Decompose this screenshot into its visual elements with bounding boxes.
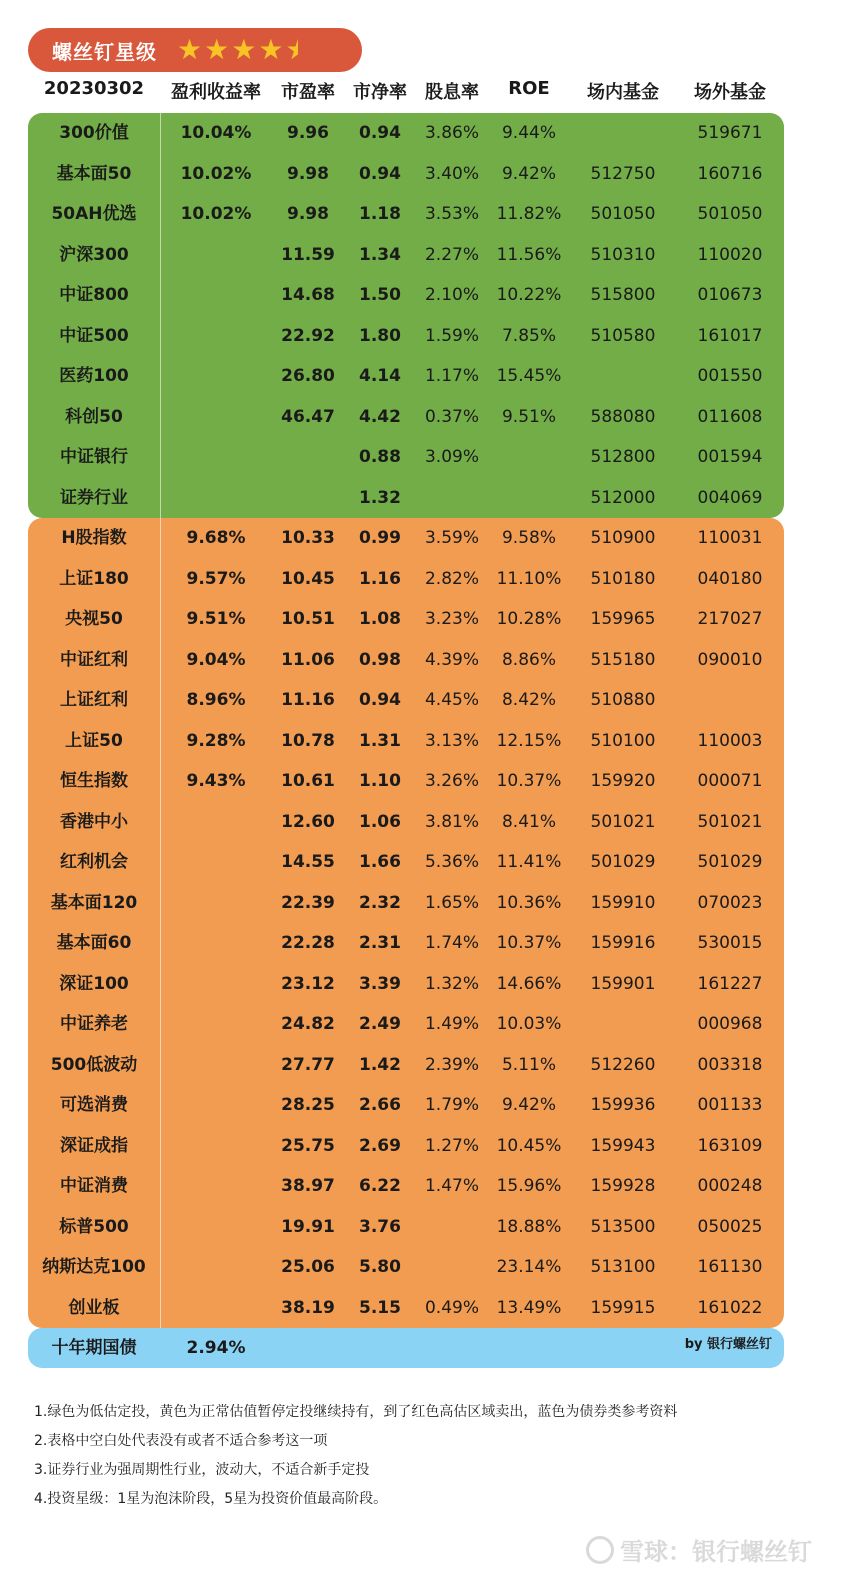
offexchange-fund-cell: 163109 — [697, 1135, 763, 1156]
offexchange-fund-cell: 160716 — [697, 163, 763, 184]
table-row — [28, 356, 784, 397]
pe-cell: 22.92 — [281, 325, 335, 346]
offexchange-fund-cell: 501050 — [697, 204, 763, 224]
dividend-yield-cell: 0.49% — [424, 1297, 479, 1318]
dividend-yield-cell: 4.39% — [424, 649, 479, 670]
pe-cell: 11.59 — [281, 244, 335, 265]
roe-cell: 13.49% — [496, 1297, 562, 1318]
table-row — [28, 1166, 784, 1207]
table-row — [28, 478, 784, 519]
roe-cell: 10.37% — [496, 933, 562, 953]
roe-cell: 11.10% — [496, 568, 562, 589]
pb-cell: 2.31 — [359, 933, 401, 953]
index-name-cell: 基本面60 — [56, 933, 132, 953]
earnings-yield-cell: 9.51% — [186, 609, 246, 629]
pe-cell: 9.98 — [287, 204, 329, 224]
table-row — [28, 113, 784, 154]
index-name-cell: 中证红利 — [60, 649, 128, 670]
pe-cell: 10.33 — [281, 528, 335, 548]
header-pb: 市净率 — [353, 82, 407, 103]
onexchange-fund-cell: 501021 — [590, 811, 656, 832]
star-icon: ★ — [177, 33, 203, 66]
roe-cell: 18.88% — [496, 1216, 562, 1237]
offexchange-fund-cell: 501021 — [697, 811, 763, 832]
onexchange-fund-cell: 510180 — [590, 568, 656, 589]
table-row — [28, 964, 784, 1005]
offexchange-fund-cell: 000968 — [697, 1014, 763, 1034]
pe-cell: 19.91 — [281, 1216, 335, 1237]
pe-cell: 9.96 — [287, 123, 329, 143]
index-name-cell: 50AH优选 — [51, 204, 137, 224]
earnings-yield-cell: 10.04% — [180, 123, 252, 143]
offexchange-fund-cell: 003318 — [697, 1054, 763, 1075]
pe-cell: 24.82 — [281, 1014, 335, 1034]
note-item: 2.表格中空白处代表没有或者不适合参考这一项 — [34, 1433, 328, 1449]
pb-cell: 4.42 — [359, 406, 401, 427]
dividend-yield-cell: 1.47% — [424, 1176, 479, 1196]
offexchange-fund-cell: 161130 — [697, 1257, 763, 1277]
roe-cell: 11.56% — [496, 244, 562, 265]
pb-cell: 6.22 — [359, 1176, 401, 1196]
header-earnings-yield: 盈利收益率 — [171, 82, 261, 103]
dividend-yield-cell: 3.13% — [424, 730, 479, 751]
star-icon: ★ — [258, 33, 284, 66]
onexchange-fund-cell: 159910 — [590, 892, 656, 913]
note-item: 4.投资星级：1星为泡沫阶段，5星为投资价值最高阶段。 — [34, 1491, 388, 1507]
index-name-cell: 红利机会 — [60, 852, 128, 872]
offexchange-fund-cell: 217027 — [697, 609, 763, 629]
offexchange-fund-cell: 519671 — [697, 123, 763, 143]
offexchange-fund-cell: 050025 — [697, 1216, 763, 1237]
index-name-cell: 科创50 — [65, 406, 123, 427]
index-name-cell: 上证50 — [65, 730, 123, 751]
roe-cell: 15.45% — [496, 366, 562, 386]
dividend-yield-cell: 1.17% — [424, 366, 479, 386]
pb-cell: 1.31 — [359, 730, 401, 751]
index-name-cell: 可选消费 — [60, 1095, 128, 1115]
table-row — [28, 1004, 784, 1045]
index-name-cell: 恒生指数 — [60, 771, 128, 791]
roe-cell: 23.14% — [496, 1257, 562, 1277]
pe-cell: 25.06 — [281, 1257, 335, 1277]
roe-cell: 7.85% — [501, 325, 556, 346]
dividend-yield-cell: 1.65% — [424, 892, 479, 913]
dividend-yield-cell: 4.45% — [424, 690, 479, 710]
offexchange-fund-cell: 090010 — [697, 649, 763, 670]
earnings-yield-cell: 8.96% — [186, 690, 246, 710]
pe-cell: 10.51 — [281, 609, 335, 629]
roe-cell: 5.11% — [501, 1054, 556, 1075]
roe-cell: 12.15% — [496, 730, 562, 751]
byline: by 银行螺丝钉 — [684, 1337, 772, 1352]
offexchange-fund-cell: 161017 — [697, 325, 763, 346]
header-offexchange-fund: 场外基金 — [694, 82, 766, 103]
pb-cell: 2.66 — [359, 1095, 401, 1115]
dividend-yield-cell: 3.81% — [424, 811, 479, 832]
onexchange-fund-cell: 512750 — [590, 163, 656, 184]
onexchange-fund-cell: 159901 — [590, 973, 656, 994]
dividend-yield-cell: 2.39% — [424, 1054, 479, 1075]
pb-cell: 1.50 — [359, 285, 401, 305]
table-row — [28, 397, 784, 438]
index-name-cell: 中证500 — [59, 325, 129, 346]
index-name-cell: 纳斯达克100 — [42, 1257, 146, 1277]
offexchange-fund-cell: 001550 — [697, 366, 763, 386]
pe-cell: 11.06 — [281, 649, 335, 670]
table-row — [28, 194, 784, 235]
pb-cell: 1.34 — [359, 244, 401, 265]
onexchange-fund-cell: 159915 — [590, 1297, 656, 1318]
table-row — [28, 680, 784, 721]
earnings-yield-cell: 10.02% — [180, 163, 252, 184]
roe-cell: 8.42% — [501, 690, 556, 710]
pb-cell: 2.69 — [359, 1135, 401, 1156]
offexchange-fund-cell: 010673 — [697, 285, 763, 305]
note-item: 1.绿色为低估定投，黄色为正常估值暂停定投继续持有，到了红色高估区域卖出，蓝色为债券类参考资料 — [34, 1404, 678, 1420]
table-row — [28, 1126, 784, 1167]
offexchange-fund-cell: 110003 — [697, 730, 763, 751]
roe-cell: 11.82% — [496, 204, 562, 224]
dividend-yield-cell: 1.59% — [424, 325, 479, 346]
index-name-cell: H股指数 — [61, 528, 127, 548]
star-icon: ★ — [204, 33, 230, 66]
table-row — [28, 761, 784, 802]
table-row — [28, 559, 784, 600]
star-icon: ★ — [231, 33, 257, 66]
earnings-yield-cell: 10.02% — [180, 204, 252, 224]
table-row — [28, 1045, 784, 1086]
index-name-cell: 基本面50 — [56, 163, 132, 184]
dividend-yield-cell: 2.27% — [424, 244, 479, 265]
pb-cell: 1.66 — [359, 852, 401, 872]
roe-cell: 10.22% — [496, 285, 562, 305]
table-header — [28, 78, 784, 110]
pb-cell: 1.16 — [359, 568, 401, 589]
index-name-cell: 上证红利 — [60, 690, 128, 710]
roe-cell: 9.42% — [501, 1095, 556, 1115]
dividend-yield-cell: 2.82% — [424, 568, 479, 589]
onexchange-fund-cell: 159943 — [590, 1135, 656, 1156]
onexchange-fund-cell: 510580 — [590, 325, 656, 346]
dividend-yield-cell: 1.49% — [424, 1014, 479, 1034]
pe-cell: 14.68 — [281, 285, 335, 305]
pb-cell: 5.80 — [359, 1257, 401, 1277]
offexchange-fund-cell: 000248 — [697, 1176, 763, 1196]
pb-cell: 1.10 — [359, 771, 401, 791]
onexchange-fund-cell: 159928 — [590, 1176, 656, 1196]
onexchange-fund-cell: 501050 — [590, 204, 656, 224]
table-row — [28, 1085, 784, 1126]
pb-cell: 0.94 — [359, 123, 401, 143]
offexchange-fund-cell: 110020 — [697, 244, 763, 265]
pe-cell: 28.25 — [281, 1095, 335, 1115]
roe-cell: 10.37% — [496, 771, 562, 791]
onexchange-fund-cell: 513500 — [590, 1216, 656, 1237]
earnings-yield-cell: 9.68% — [186, 528, 246, 548]
roe-cell: 15.96% — [496, 1176, 562, 1196]
onexchange-fund-cell: 588080 — [590, 406, 656, 427]
roe-cell: 9.44% — [501, 123, 556, 143]
earnings-yield-cell: 9.57% — [186, 568, 246, 589]
offexchange-fund-cell: 004069 — [697, 487, 763, 508]
pb-cell: 0.94 — [359, 690, 401, 710]
table-row — [28, 1247, 784, 1288]
index-name-cell: 医药100 — [59, 366, 129, 386]
pb-cell: 4.14 — [359, 366, 401, 386]
roe-cell: 10.28% — [496, 609, 562, 629]
pe-cell: 26.80 — [281, 366, 335, 386]
offexchange-fund-cell: 501029 — [697, 852, 763, 872]
table-row — [28, 235, 784, 276]
offexchange-fund-cell: 001133 — [697, 1095, 763, 1115]
index-name-cell: 深证100 — [59, 973, 129, 994]
dividend-yield-cell: 3.59% — [424, 528, 479, 548]
pe-cell: 10.61 — [281, 771, 335, 791]
pe-cell: 10.45 — [281, 568, 335, 589]
undervalued-section — [28, 113, 784, 518]
pb-cell: 1.32 — [359, 487, 401, 508]
onexchange-fund-cell: 501029 — [590, 852, 656, 872]
bond-row — [28, 1328, 784, 1368]
table-row — [28, 1288, 784, 1329]
roe-cell: 9.51% — [501, 406, 556, 427]
offexchange-fund-cell: 530015 — [697, 933, 763, 953]
onexchange-fund-cell: 515180 — [590, 649, 656, 670]
table-row — [28, 923, 784, 964]
index-name-cell: 中证银行 — [60, 447, 128, 467]
snowball-logo-icon — [586, 1536, 614, 1564]
pe-cell: 23.12 — [281, 973, 335, 994]
table-row — [28, 842, 784, 883]
pe-cell: 14.55 — [281, 852, 335, 872]
index-name-cell: 中证消费 — [60, 1176, 128, 1196]
table-row — [28, 275, 784, 316]
index-name-cell: 上证180 — [59, 568, 129, 589]
index-name-cell: 央视50 — [65, 609, 123, 629]
pb-cell: 1.42 — [359, 1054, 401, 1075]
pe-cell: 38.19 — [281, 1297, 335, 1318]
dividend-yield-cell: 3.26% — [424, 771, 479, 791]
index-name-cell: 深证成指 — [60, 1135, 128, 1156]
pb-cell: 3.76 — [359, 1216, 401, 1237]
table-row — [28, 640, 784, 681]
index-name-cell: 沪深300 — [59, 244, 129, 265]
pb-cell: 0.99 — [359, 528, 401, 548]
dividend-yield-cell: 1.27% — [424, 1135, 479, 1156]
bond-section — [28, 1328, 784, 1368]
pb-cell: 5.15 — [359, 1297, 401, 1318]
dividend-yield-cell: 3.09% — [424, 447, 479, 467]
pb-cell: 1.06 — [359, 811, 401, 832]
offexchange-fund-cell: 011608 — [697, 406, 763, 427]
dividend-yield-cell: 1.32% — [424, 973, 479, 994]
bond-name: 十年期国债 — [51, 1338, 137, 1358]
roe-cell: 10.36% — [496, 892, 562, 913]
pb-cell: 0.88 — [359, 447, 401, 467]
roe-cell: 9.58% — [501, 528, 556, 548]
header-pe: 市盈率 — [281, 82, 335, 103]
note-item: 3.证券行业为强周期性行业，波动大，不适合新手定投 — [34, 1462, 370, 1478]
pe-cell: 25.75 — [281, 1135, 335, 1156]
offexchange-fund-cell: 040180 — [697, 568, 763, 589]
watermark-text: 雪球：银行螺丝钉 — [620, 1538, 812, 1566]
onexchange-fund-cell: 513100 — [590, 1257, 656, 1277]
roe-cell: 10.45% — [496, 1135, 562, 1156]
index-name-cell: 标普500 — [59, 1216, 129, 1237]
index-name-cell: 中证养老 — [60, 1014, 128, 1034]
bond-yield: 2.94% — [186, 1338, 246, 1358]
pe-cell: 11.16 — [281, 690, 335, 710]
index-name-cell: 300价值 — [59, 123, 129, 143]
table-row — [28, 883, 784, 924]
offexchange-fund-cell: 110031 — [697, 528, 763, 548]
table-row — [28, 316, 784, 357]
pe-cell: 22.28 — [281, 933, 335, 953]
dividend-yield-cell: 2.10% — [424, 285, 479, 305]
offexchange-fund-cell: 000071 — [697, 771, 763, 791]
onexchange-fund-cell: 512000 — [590, 487, 656, 508]
watermark — [586, 1532, 812, 1567]
table-row — [28, 518, 784, 559]
index-name-cell: 500低波动 — [50, 1054, 138, 1075]
roe-cell: 9.42% — [501, 163, 556, 184]
table-row — [28, 1207, 784, 1248]
dividend-yield-cell: 3.86% — [424, 123, 479, 143]
onexchange-fund-cell: 510880 — [590, 690, 656, 710]
table-row — [28, 721, 784, 762]
dividend-yield-cell: 1.74% — [424, 933, 479, 953]
dividend-yield-cell: 1.79% — [424, 1095, 479, 1115]
pe-cell: 46.47 — [281, 406, 335, 427]
star-rating — [177, 33, 311, 66]
earnings-yield-cell: 9.43% — [186, 771, 246, 791]
table-row — [28, 802, 784, 843]
pb-cell: 0.98 — [359, 649, 401, 670]
offexchange-fund-cell: 161022 — [697, 1297, 763, 1318]
roe-cell: 8.41% — [501, 811, 556, 832]
half-star-icon — [285, 36, 310, 64]
dividend-yield-cell: 5.36% — [424, 852, 479, 872]
table-row — [28, 154, 784, 195]
onexchange-fund-cell: 510100 — [590, 730, 656, 751]
fair-value-section — [28, 518, 784, 1328]
onexchange-fund-cell: 159920 — [590, 771, 656, 791]
rating-banner — [28, 28, 362, 72]
pe-cell: 12.60 — [281, 811, 335, 832]
pb-cell: 2.32 — [359, 892, 401, 913]
dividend-yield-cell: 3.53% — [424, 204, 479, 224]
pb-cell: 2.49 — [359, 1014, 401, 1034]
pb-cell: 1.80 — [359, 325, 401, 346]
offexchange-fund-cell: 001594 — [697, 447, 763, 467]
index-name-cell: 证券行业 — [60, 487, 128, 508]
onexchange-fund-cell: 510310 — [590, 244, 656, 265]
header-dividend: 股息率 — [425, 82, 479, 103]
index-name-cell: 创业板 — [68, 1297, 120, 1318]
roe-cell: 10.03% — [496, 1014, 562, 1034]
roe-cell: 11.41% — [496, 852, 562, 872]
roe-cell: 14.66% — [496, 973, 562, 994]
roe-cell: 8.86% — [501, 649, 556, 670]
notes — [34, 1398, 677, 1514]
table-row — [28, 599, 784, 640]
index-name-cell: 基本面120 — [50, 892, 138, 913]
pb-cell: 0.94 — [359, 163, 401, 184]
pe-cell: 22.39 — [281, 892, 335, 913]
onexchange-fund-cell: 515800 — [590, 285, 656, 305]
offexchange-fund-cell: 070023 — [697, 892, 763, 913]
onexchange-fund-cell: 159916 — [590, 933, 656, 953]
onexchange-fund-cell: 159965 — [590, 609, 656, 629]
onexchange-fund-cell: 159936 — [590, 1095, 656, 1115]
pe-cell: 27.77 — [281, 1054, 335, 1075]
header-date: 20230302 — [43, 78, 145, 99]
index-name-cell: 香港中小 — [60, 811, 128, 832]
pb-cell: 1.18 — [359, 204, 401, 224]
pb-cell: 1.08 — [359, 609, 401, 629]
header-onexchange-fund: 场内基金 — [587, 82, 659, 103]
pe-cell: 38.97 — [281, 1176, 335, 1196]
index-name-cell: 中证800 — [59, 285, 129, 305]
header-roe: ROE — [508, 78, 550, 99]
dividend-yield-cell: 0.37% — [424, 406, 479, 427]
onexchange-fund-cell: 512800 — [590, 447, 656, 467]
table-row — [28, 437, 784, 478]
dividend-yield-cell: 3.40% — [424, 163, 479, 184]
banner-title: 螺丝钉星级 — [52, 39, 157, 64]
dividend-yield-cell: 3.23% — [424, 609, 479, 629]
pe-cell: 10.78 — [281, 730, 335, 751]
pe-cell: 9.98 — [287, 163, 329, 184]
offexchange-fund-cell: 161227 — [697, 973, 763, 994]
onexchange-fund-cell: 510900 — [590, 528, 656, 548]
earnings-yield-cell: 9.04% — [186, 649, 246, 670]
pb-cell: 3.39 — [359, 973, 401, 994]
earnings-yield-cell: 9.28% — [186, 730, 246, 751]
onexchange-fund-cell: 512260 — [590, 1054, 656, 1075]
